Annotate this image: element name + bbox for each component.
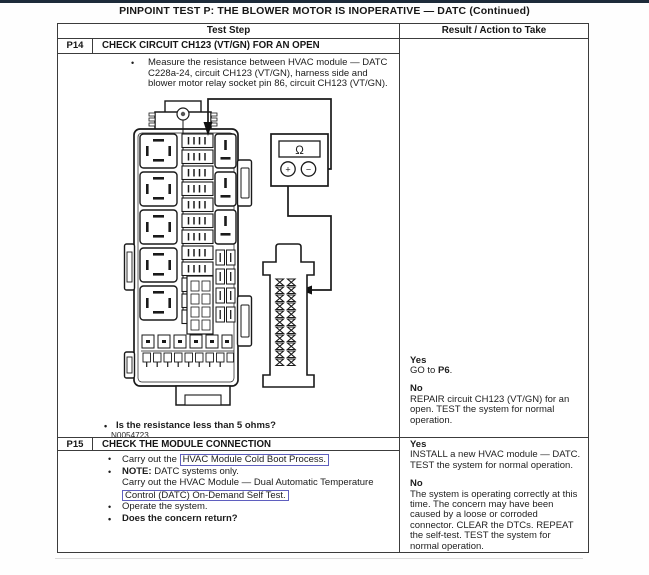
circuit-diagram xyxy=(58,82,400,437)
page-title: PINPOINT TEST P: THE BLOWER MOTOR IS INOPERATIVE — DATC (Continued) xyxy=(119,5,530,17)
p15-question: • Does the concern return? xyxy=(108,512,238,524)
yes-action: INSTALL a new HVAC module — DATC. TEST the system for normal operation. xyxy=(410,449,581,471)
p15-title-row xyxy=(58,438,399,451)
p14-step-body xyxy=(58,54,399,437)
bullet-icon: • xyxy=(108,466,112,477)
p15-bullet-operate: • Operate the system. xyxy=(108,501,208,513)
p14-result-cell xyxy=(400,39,588,437)
goto-step-ref: P6 xyxy=(437,364,450,376)
pinpoint-test-table xyxy=(57,23,589,553)
p15-result-cell xyxy=(400,438,588,552)
page-edge-shadow xyxy=(55,558,583,559)
p15-selftest-line1: Carry out the HVAC Module — Dual Automatic Temperature xyxy=(122,477,374,489)
p14-title-row xyxy=(58,39,399,54)
p15-step-title: CHECK THE MODULE CONNECTION xyxy=(102,439,271,450)
fuse-box-graphic xyxy=(125,101,252,405)
p14-question: • Is the resistance less than 5 ohms? xyxy=(104,420,276,432)
no-action: The system is operating correctly at this time. The concern may have been caused by a loose or corroded connector. CLEAR the DTCs. REPEAT the self-test. TEST the system for normal operation. xyxy=(410,488,578,552)
p15-bullet-note: • NOTE: DATC systems only. xyxy=(108,465,239,477)
note-label: NOTE: xyxy=(122,465,152,477)
p14-step-title: CHECK CIRCUIT CH123 (VT/GN) FOR AN OPEN xyxy=(102,40,320,51)
bullet-icon: • xyxy=(108,502,112,513)
hvac-cold-boot-link[interactable]: HVAC Module Cold Boot Process. xyxy=(180,454,329,466)
p15-step-id: P15 xyxy=(58,438,93,450)
yes-label: Yes xyxy=(410,439,427,450)
minus-probe-label: − xyxy=(305,164,312,175)
plus-probe-label: + xyxy=(285,164,291,175)
p15-step-body xyxy=(58,451,399,549)
column-header-test-step: Test Step xyxy=(58,24,400,38)
no-label: No xyxy=(410,478,423,490)
ohmmeter-graphic xyxy=(271,134,328,186)
yes-label: Yes xyxy=(410,354,427,366)
p15-bullet-cold-boot: • Carry out the HVAC Module Cold Boot Process. xyxy=(58,454,399,466)
p15-test-step-cell xyxy=(58,438,400,552)
bullet-icon: • xyxy=(104,421,108,432)
table-row xyxy=(58,39,588,438)
no-action: REPAIR circuit CH123 (VT/GN) for an open. TEST the system for normal operation. xyxy=(410,393,570,426)
table-header-row xyxy=(58,24,588,39)
yes-action: GO to P6. xyxy=(410,364,453,376)
bullet-icon: • xyxy=(108,454,112,464)
connector-graphic xyxy=(263,244,314,387)
p14-step-id: P14 xyxy=(58,39,93,53)
ohm-symbol: Ω xyxy=(295,145,304,157)
bullet-icon: • xyxy=(131,58,135,68)
figure-number: N0054723 xyxy=(111,431,149,437)
table-row xyxy=(58,438,588,552)
no-label: No xyxy=(410,383,423,395)
p14-test-step-cell xyxy=(58,39,400,437)
bullet-icon: • xyxy=(108,513,112,524)
p14-measure-instruction: • Measure the resistance between HVAC module — DATC C228a-24, circuit CH123 (VT/GN), harness side and blower motor relay socket pin 86, circuit CH123 (VT/GN). xyxy=(131,57,388,90)
column-header-result: Result / Action to Take xyxy=(441,25,547,36)
datc-self-test-link[interactable]: Control (DATC) On-Demand Self Test. xyxy=(122,490,289,502)
p15-selftest-line2 xyxy=(58,490,399,502)
top-window-edge xyxy=(0,0,649,3)
